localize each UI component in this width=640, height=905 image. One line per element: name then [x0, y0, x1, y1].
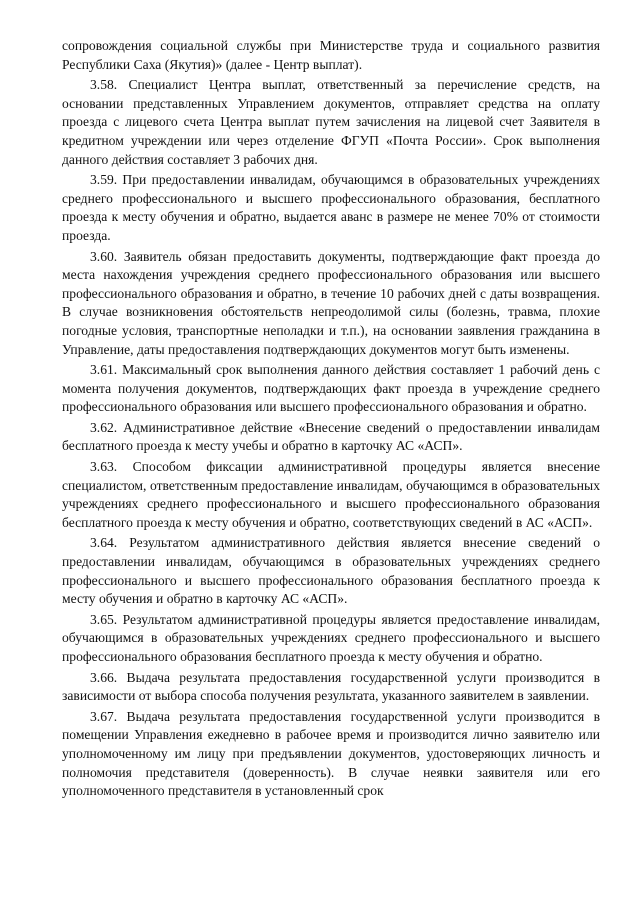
paragraph-3-64: 3.64. Результатом административного действия является внесение сведений о предоставлении инвалидам, обучающимся в образовательных учреждениях среднего профессионального и высшего профессионального образования бесплатного проезда к месту обучения и обратно в карточку АС «АСП». [62, 535, 600, 607]
paragraph-continuation: сопровождения социальной службы при Министерстве труда и социального развития Республики Саха (Якутия)» (далее - Центр выплат). [62, 38, 600, 72]
paragraph-3-65: 3.65. Результатом административной процедуры является предоставление инвалидам, обучающимся в образовательных учреждениях среднего профессионального и высшего профессионального образования бесплатного проезда к месту обучения и обратно. [62, 611, 600, 664]
paragraph-3-66: 3.66. Выдача результата предоставления государственной услуги производится в зависимости от выбора способа получения результата, указанного заявителем в заявлении. [62, 669, 600, 704]
paragraph-3-62: 3.62. Административное действие «Внесение сведений о предоставлении инвалидам бесплатного проезда к месту учебы и обратно в карточку АС «АСП». [62, 419, 600, 454]
paragraph-3-58: 3.58. Специалист Центра выплат, ответственный за перечисление средств, на основании представленных Управлением документов, отправляет средства на оплату проезда с лицевого счета Центра выплат путем зачисления на лицевой счет Заявителя в кредитном учреждении или через отделение ФГУП «Почта России». Срок выполнения данного действия составляет 3 рабочих дня. [62, 77, 600, 167]
paragraph-3-61: 3.61. Максимальный срок выполнения данного действия составляет 1 рабочий день с момента получения документов, подтверждающих факт проезда в учреждение среднего профессионального образования или высшего профессионального образования и обратно. [62, 362, 600, 415]
document-page [62, 37, 600, 803]
paragraph-3-59: 3.59. При предоставлении инвалидам, обучающимся в образовательных учреждениях среднего профессионального и высшего профессионального образования, бесплатного проезда к месту обучения и обратно, выдается аванс в размере не менее 70% от стоимости проезда. [62, 172, 600, 243]
paragraph-3-63: 3.63. Способом фиксации административной процедуры является внесение специалистом, ответственным предоставление инвалидам, обучающимся в образовательных учреждениях среднего профессионального и высшего профессионального образования бесплатного проезда к месту обучения и обратно, соответствующих сведений в АС «АСП». [62, 459, 600, 530]
paragraph-3-60: 3.60. Заявитель обязан предоставить документы, подтверждающие факт проезда до места нахождения учреждения среднего профессионального образования или высшего профессионального образования и обратно, в течение 10 рабочих дней с даты возвращения. В случае возникновения обстоятельств непреодолимой силы (болезнь, травма, плохие погодные условия, транспортные неполадки и т.п.), на основании заявления гражданина в Управление, даты предоставления подтверждающих документов могут быть изменены. [62, 248, 600, 357]
paragraph-3-67: 3.67. Выдача результата предоставления государственной услуги производится в помещении Управления ежедневно в рабочее время и производится лично заявителю или уполномоченному им лицу при предъявлении документов, удостоверяющих личность и полномочия представителя (доверенность). В случае неявки заявителя или его уполномоченного представителя в установленный срок [62, 708, 600, 799]
